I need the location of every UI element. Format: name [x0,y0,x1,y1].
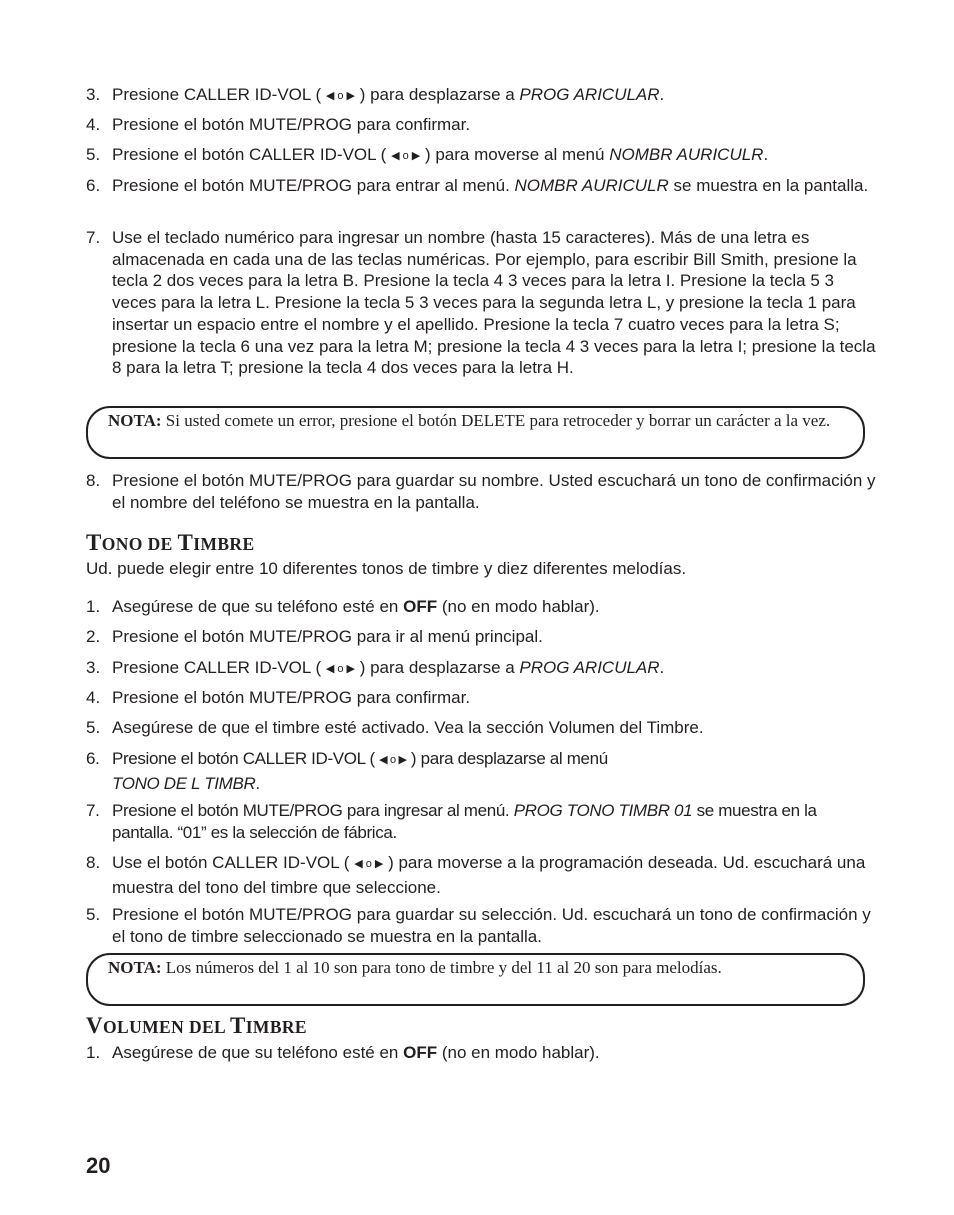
note-box [86,953,865,1006]
step-text-part: Asegúrese de que su teléfono esté en [112,1043,404,1062]
list-item [86,687,876,709]
list-item [86,470,876,513]
step-text: Presione el botón MUTE/PROG para confirmar. [112,688,471,707]
step-number: 4. [86,688,101,707]
step-text-part: ) para moverse al menú [420,145,610,164]
step-text: Presione el botón MUTE/PROG para confirmar. [112,115,471,134]
step-text [112,852,876,898]
step-number: 5. [86,718,101,737]
step-text [112,144,876,169]
heading-initial: T [177,530,194,555]
list-item [86,144,876,169]
list-item [86,904,876,947]
heading-rest: IMBRE [245,1017,307,1037]
list-item [86,657,876,682]
step-text-part: Presione el botón MUTE/PROG para entrar al menú. [112,176,515,195]
heading-rest: OLUMEN DEL [103,1017,230,1037]
state-label: OFF [403,1043,438,1062]
heading-initial: T [229,1013,246,1038]
step-number: 5. [86,905,101,924]
step-text-part: ) para moverse a la programación deseada. Ud. escuchará una muestra del tono del timbre que seleccione. [112,853,866,897]
menu-name: PROG ARICULAR [519,85,660,104]
step-number: 7. [86,228,101,247]
menu-name: NOMBR AURICULR [609,145,764,164]
section-heading-tono-de-timbre [86,530,255,557]
left-right-arrows-icon: ◀ o ▶ [325,663,355,675]
step-number: 6. [86,176,101,195]
menu-name: PROG ARICULAR [519,658,660,677]
list-item [86,114,876,136]
step-text-part: Presione CALLER ID-VOL ( [112,658,326,677]
step-text-part: . [255,773,260,793]
step-text-part: se muestra en la pantalla. [668,176,869,195]
left-right-arrows-icon: ◀ o ▶ [354,858,384,870]
step-text-part: (no en modo hablar). [437,597,600,616]
step-text-part: Presione el botón MUTE/PROG para ingresar al menú. [112,801,514,820]
step-text [112,748,876,794]
step-text [112,596,876,618]
step-number: 5. [86,145,101,164]
list-item [86,748,876,794]
step-number: 8. [86,471,101,490]
step-number: 1. [86,597,101,616]
step-text-part: Presione el botón CALLER ID-VOL ( [112,145,392,164]
step-text-part: ) para desplazarse a [355,85,520,104]
list-item [86,1042,876,1064]
left-right-arrows-icon: ◀ o ▶ [391,150,421,162]
step-number: 6. [86,749,100,768]
step-number: 4. [86,115,101,134]
step-text-part: . [659,85,665,104]
note-text: Si usted comete un error, presione el botón DELETE para retroceder y borrar un carácter a la vez. [161,411,831,430]
step-text [112,657,876,682]
left-right-arrows-icon: ◀ o ▶ [325,90,355,102]
list-item [86,626,876,648]
step-text-part: . [763,145,769,164]
step-text-part: Presione el botón CALLER ID-VOL ( [112,749,380,768]
step-number: 3. [86,658,101,677]
note-box [86,406,865,459]
step-text-part: (no en modo hablar). [437,1043,600,1062]
list-item [86,175,876,197]
step-number: 8. [86,853,101,872]
list-item [86,227,876,379]
step-text-part: . [659,658,665,677]
note-text: Los números del 1 al 10 son para tono de timbre y del 11 al 20 son para melodías. [161,958,722,977]
list-item [86,84,876,109]
left-right-arrows-icon: ◀ o ▶ [379,754,407,766]
list-item [86,596,876,618]
list-item [86,717,876,739]
state-label: OFF [403,597,438,616]
menu-name: PROG TONO TIMBR 01 [513,801,693,820]
step-text [112,84,876,109]
step-number: 7. [86,801,100,820]
step-text: Asegúrese de que el timbre esté activado. Vea la sección Volumen del Timbre. [112,718,704,737]
heading-initial: V [86,1013,104,1038]
step-text: Use el teclado numérico para ingresar un nombre (hasta 15 caracteres). Más de una letra es almacenada en cada una de las teclas numéricas. Por ejemplo, para escribir Bill Smith, presione la tecla 2 dos veces para la letra B. Presione la tecla 4 3 veces para la letra I. Presione la tecla 5 3 veces para la letra L. Presione la tecla 5 3 veces para la segunda letra L, y presione la tecla 1 para insertar un espacio entre el nombre y el apellido. Presione la tecla 7 cuatro veces para la letra S; presione la tecla 6 una vez para la letra M; presione la tecla 4 3 veces para la letra I; presione la tecla 8 para la letra T; presione la tecla 4 dos veces para la letra H. [112,228,876,378]
step-number: 2. [86,627,101,646]
note-label: NOTA: [108,958,162,977]
step-text: Presione el botón MUTE/PROG para guardar su nombre. Usted escuchará un tono de confirmación y el nombre del teléfono se muestra en la pantalla. [112,471,876,512]
step-number: 3. [86,85,101,104]
step-text [112,175,876,197]
menu-name: TONO DE L TIMBR [112,773,256,793]
section-heading-volumen-del-timbre [86,1013,307,1040]
step-text [112,800,876,843]
step-text: Presione el botón MUTE/PROG para guardar su selección. Ud. escuchará un tono de confirmación y el tono de timbre seleccionado se muestra en la pantalla. [112,905,871,946]
step-text-part: ) para desplazarse a [355,658,520,677]
step-text [112,1042,876,1064]
section-intro: Ud. puede elegir entre 10 diferentes tonos de timbre y diez diferentes melodías. [86,559,687,578]
step-text-part: ) para desplazarse al menú [406,749,608,768]
heading-rest: ONO DE [101,534,178,554]
step-number: 1. [86,1043,101,1062]
menu-name: NOMBR AURICULR [514,176,669,195]
step-text: Presione el botón MUTE/PROG para ir al menú principal. [112,627,543,646]
step-text-part: se muestra en la pantalla. “01” es la selección de fábrica. [112,801,817,842]
step-text-part: Presione CALLER ID-VOL ( [112,85,326,104]
note-label: NOTA: [108,411,162,430]
list-item [86,852,876,898]
page-number: 20 [86,1153,111,1178]
heading-initial: T [86,530,102,555]
step-text-part: Asegúrese de que su teléfono esté en [112,597,404,616]
list-item [86,800,876,843]
heading-rest: IMBRE [193,534,255,554]
step-text-part: Use el botón CALLER ID-VOL ( [112,853,355,872]
